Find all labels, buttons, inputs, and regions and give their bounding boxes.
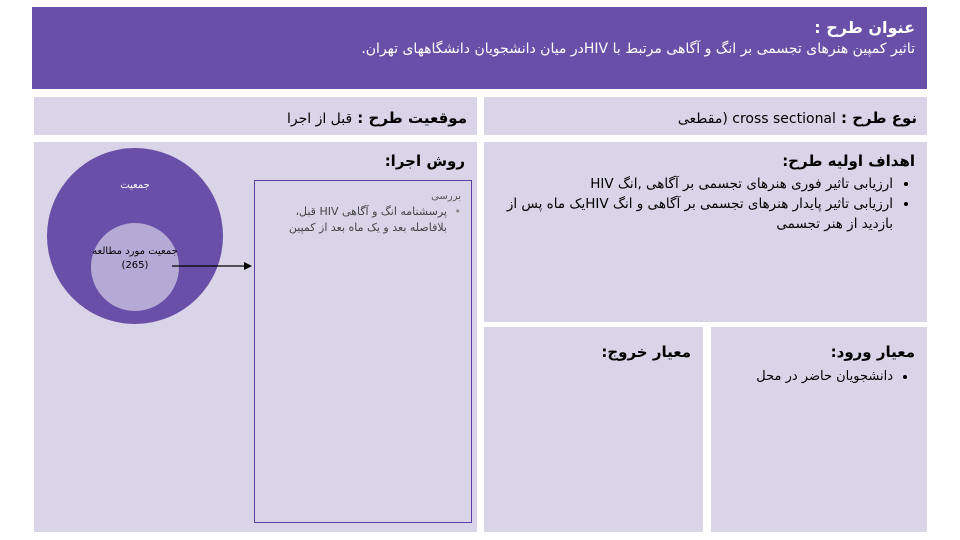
method-label: روش اجرا: bbox=[384, 152, 465, 170]
survey-item-text: پرسشنامه انگ و آگاهی HIV قبل، بلافاصله بعد و یک ماه بعد از کمپین bbox=[288, 205, 447, 234]
inclusion-panel bbox=[711, 327, 927, 532]
design-timing-panel bbox=[34, 97, 477, 135]
inclusion-list bbox=[723, 367, 915, 387]
list-item: • ارزیابی تاثیر پایدار هنرهای تجسمی بر آگاهی و انگ HIVیک ماه پس از بازدید از هنر تجسمی bbox=[496, 194, 893, 234]
objectives-list bbox=[496, 174, 915, 234]
inclusion-label: معیار ورود: bbox=[830, 343, 915, 361]
sample-size: (265) bbox=[121, 260, 149, 271]
population-label: جمعیت bbox=[120, 180, 150, 191]
exclusion-label: معیار خروج: bbox=[601, 343, 691, 361]
exclusion-panel bbox=[484, 327, 703, 532]
study-population-text: جمعیت مورد مطالعه bbox=[92, 246, 178, 257]
survey-box bbox=[254, 180, 472, 523]
list-item: • ارزیابی تاثیر فوری هنرهای تجسمی بر آگاهی ,انگ HIV bbox=[496, 174, 893, 194]
title-text: تاثیر کمپین هنرهای تجسمی بر انگ و آگاهی مرتبط با HIVدر میان دانشجویان دانشگاههای تهران. bbox=[361, 41, 915, 57]
title-heading: عنوان طرح : bbox=[814, 18, 915, 37]
survey-heading: بررسی bbox=[431, 191, 461, 202]
design-timing-label: موقعیت طرح : bbox=[357, 109, 467, 127]
design-timing-value: قبل از اجرا bbox=[286, 111, 353, 127]
title-banner bbox=[32, 7, 927, 89]
survey-item bbox=[265, 204, 461, 236]
objectives-label: اهداف اولیه طرح: bbox=[782, 152, 915, 170]
design-type-label: نوع طرح : bbox=[841, 109, 917, 127]
arrow-icon bbox=[172, 258, 252, 274]
design-type-panel bbox=[484, 97, 927, 135]
list-item: • دانشجویان حاضر در محل bbox=[723, 367, 893, 387]
design-type-value: cross sectional (مقطعی bbox=[677, 111, 836, 127]
study-population-label bbox=[91, 245, 179, 273]
bullet-icon: • bbox=[454, 205, 461, 218]
objectives-panel bbox=[484, 142, 927, 322]
